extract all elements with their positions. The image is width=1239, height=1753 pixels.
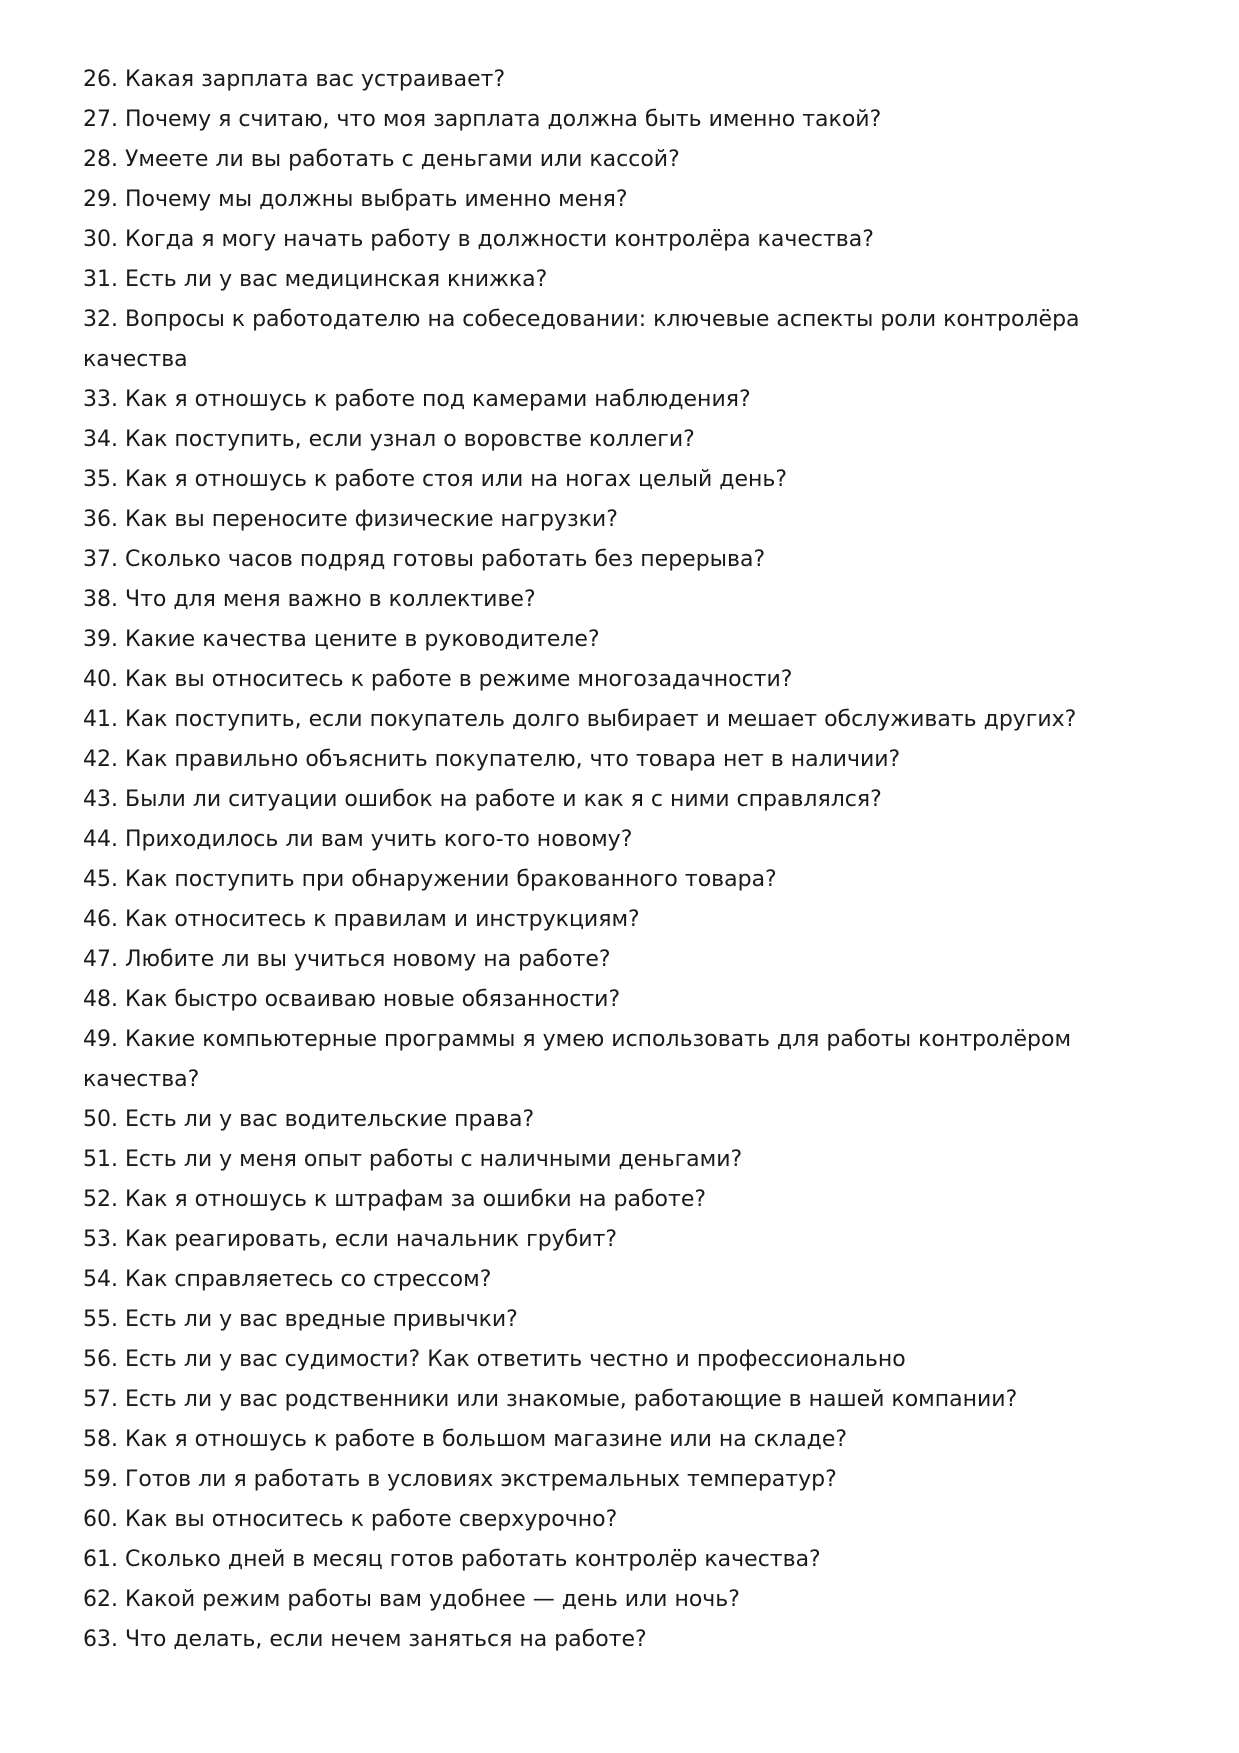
- question-item: 45. Как поступить при обнаружении бракованного товара?: [83, 867, 777, 892]
- document-page: [83, 60, 1163, 1660]
- question-item: 42. Как правильно объяснить покупателю, что товара нет в наличии?: [83, 747, 901, 772]
- question-item: 59. Готов ли я работать в условиях экстремальных температур?: [83, 1467, 837, 1492]
- question-item: 26. Какая зарплата вас устраивает?: [83, 67, 506, 92]
- question-item: 27. Почему я считаю, что моя зарплата должна быть именно такой?: [83, 107, 882, 132]
- question-item: 47. Любите ли вы учиться новому на работе?: [83, 947, 611, 972]
- question-item: 58. Как я отношусь к работе в большом магазине или на складе?: [83, 1427, 848, 1452]
- question-item: 35. Как я отношусь к работе стоя или на ногах целый день?: [83, 467, 788, 492]
- question-item: 34. Как поступить, если узнал о воровстве коллеги?: [83, 427, 695, 452]
- question-item: 62. Какой режим работы вам удобнее — день или ночь?: [83, 1587, 740, 1612]
- question-list: [83, 60, 1163, 1660]
- question-item: 49. Какие компьютерные программы я умею использовать для работы контролёром качества?: [83, 1027, 1072, 1092]
- question-item: 50. Есть ли у вас водительские права?: [83, 1107, 535, 1132]
- question-item: 63. Что делать, если нечем заняться на работе?: [83, 1627, 647, 1652]
- question-item: 52. Как я отношусь к штрафам за ошибки на работе?: [83, 1187, 707, 1212]
- question-item: 51. Есть ли у меня опыт работы с наличными деньгами?: [83, 1147, 743, 1172]
- question-item: 39. Какие качества цените в руководителе?: [83, 627, 600, 652]
- question-item: 56. Есть ли у вас судимости? Как ответить честно и профессионально: [83, 1347, 906, 1372]
- question-item: 32. Вопросы к работодателю на собеседовании: ключевые аспекты роли контролёра качества: [83, 307, 1080, 372]
- question-item: 60. Как вы относитесь к работе сверхурочно?: [83, 1507, 618, 1532]
- question-item: 54. Как справляетесь со стрессом?: [83, 1267, 492, 1292]
- question-item: 61. Сколько дней в месяц готов работать контролёр качества?: [83, 1547, 821, 1572]
- question-item: 31. Есть ли у вас медицинская книжка?: [83, 267, 548, 292]
- question-item: 44. Приходилось ли вам учить кого-то новому?: [83, 827, 633, 852]
- question-item: 36. Как вы переносите физические нагрузки?: [83, 507, 618, 532]
- question-item: 46. Как относитесь к правилам и инструкциям?: [83, 907, 640, 932]
- question-item: 33. Как я отношусь к работе под камерами наблюдения?: [83, 387, 751, 412]
- question-item: 28. Умеете ли вы работать с деньгами или кассой?: [83, 147, 680, 172]
- question-item: 30. Когда я могу начать работу в должности контролёра качества?: [83, 227, 874, 252]
- question-item: 57. Есть ли у вас родственники или знакомые, работающие в нашей компании?: [83, 1387, 1018, 1412]
- question-item: 37. Сколько часов подряд готовы работать без перерыва?: [83, 547, 766, 572]
- question-item: 48. Как быстро осваиваю новые обязанности?: [83, 987, 621, 1012]
- question-item: 55. Есть ли у вас вредные привычки?: [83, 1307, 518, 1332]
- question-item: 43. Были ли ситуации ошибок на работе и как я с ними справлялся?: [83, 787, 882, 812]
- question-item: 29. Почему мы должны выбрать именно меня?: [83, 187, 628, 212]
- question-item: 41. Как поступить, если покупатель долго выбирает и мешает обслуживать других?: [83, 707, 1077, 732]
- question-item: 53. Как реагировать, если начальник грубит?: [83, 1227, 618, 1252]
- question-item: 38. Что для меня важно в коллективе?: [83, 587, 536, 612]
- question-item: 40. Как вы относитесь к работе в режиме многозадачности?: [83, 667, 793, 692]
